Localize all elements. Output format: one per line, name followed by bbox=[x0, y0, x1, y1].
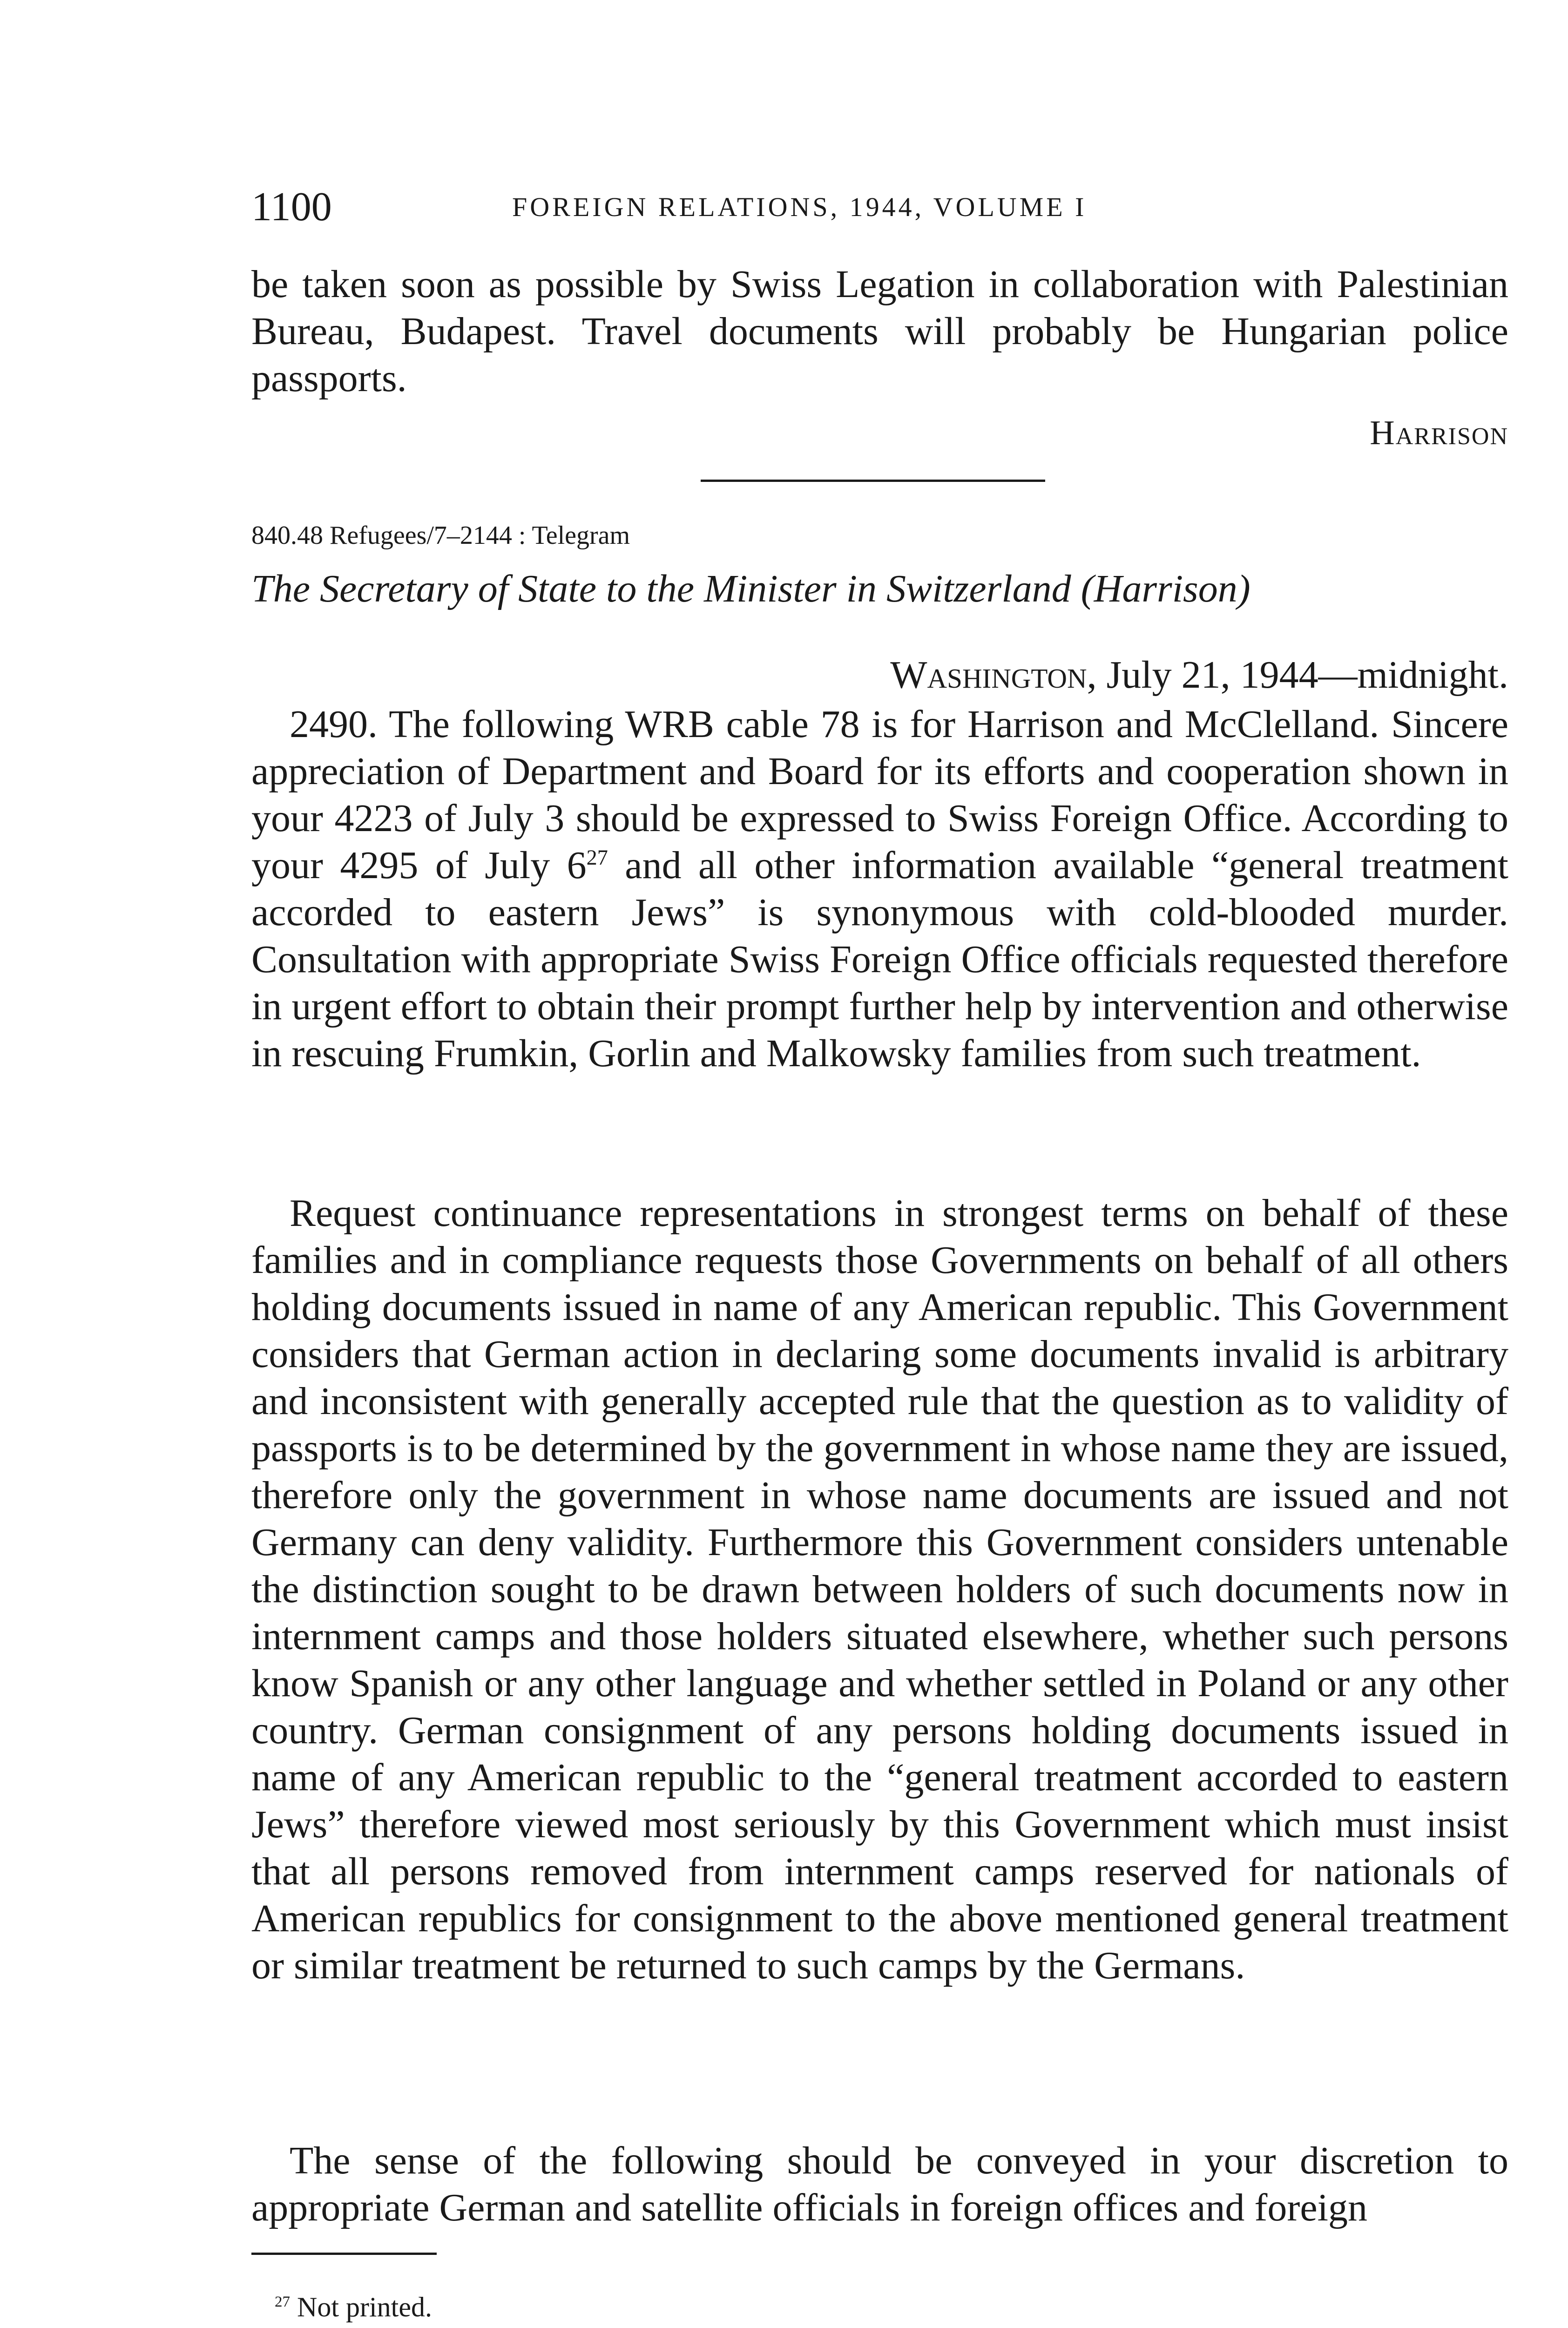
footnote-text: Not printed. bbox=[290, 2292, 432, 2322]
footnote bbox=[275, 2288, 432, 2326]
page-header bbox=[251, 182, 1508, 233]
dateline-date: July 21, 1944—midnight. bbox=[1106, 653, 1508, 697]
telegram-paragraph-2: Request continuance representations in strongest terms on behalf of these families and in compliance requests those Governments on behalf of all others holding documents issued in name of any American republic. This Government considers that German action in declaring some documents invalid is arbitrary and inconsistent with generally accepted rule that the question as to validity of passports is to be determined by the government in whose name they are issued, therefore only the government in whose name documents are issued and not Germany can deny validity. Furthermore this Government considers untenable the distinction sought to be drawn between holders of such documents now in internment camps and those holders situated elsewhere, whether such persons know Spanish or any other language and whether settled in Poland or any other country. German consignment of any persons holding documents issued in name of any American republic to the “general treatment accorded to eastern Jews” therefore viewed most seriously by this Government which must insist that all persons removed from internment camps reserved for nationals of American republics for consignment to the above mentioned general treatment or similar treatment be returned to such camps by the Germans. bbox=[251, 1191, 1508, 1987]
paragraph-1-part-b: and all other information available “general treatment accorded to eastern Jews” is synonymous with cold-blooded murder. Consultation with appropriate Swiss Foreign Office officials requested therefore in urgent effort to obtain their prompt further help by intervention and otherwise in rescuing Frumkin, Gorlin and Malkowsky families from such treatment. bbox=[251, 844, 1508, 1075]
footnote-reference: 27 bbox=[586, 846, 608, 869]
previous-document-signature: Harrison bbox=[1370, 414, 1508, 452]
footnote-divider bbox=[251, 2253, 437, 2255]
page-number: 1100 bbox=[251, 184, 332, 230]
running-head: FOREIGN RELATIONS, 1944, VOLUME I bbox=[512, 192, 1087, 222]
paragraph-1-part-a: 2490. The following WRB cable 78 is for Harrison and McClelland. Sincere appreciation of Department and Board for its efforts and cooperation shown in your 4223 of July 3 should be expressed to Swiss Foreign Office. According to your 4295 of July 6 bbox=[251, 703, 1508, 887]
previous-document-closing-text: be taken soon as possible by Swiss Legation in collaboration with Palestinian Bureau, Budapest. Travel documents will probably be Hungarian police passports. bbox=[251, 263, 1508, 400]
telegram-paragraph-1 bbox=[251, 701, 1508, 1077]
document-title: The Secretary of State to the Minister in Switzerland (Harrison) bbox=[251, 567, 1250, 610]
footnote-marker: 27 bbox=[275, 2294, 290, 2310]
telegram-paragraph-3: The sense of the following should be conveyed in your discretion to appropriate German and satellite officials in foreign offices and foreign bbox=[251, 2139, 1508, 2229]
dateline bbox=[890, 652, 1508, 698]
section-divider bbox=[701, 480, 1045, 482]
file-number: 840.48 Refugees/7–2144 : Telegram bbox=[251, 521, 630, 550]
dateline-place: Washington, bbox=[890, 653, 1097, 697]
